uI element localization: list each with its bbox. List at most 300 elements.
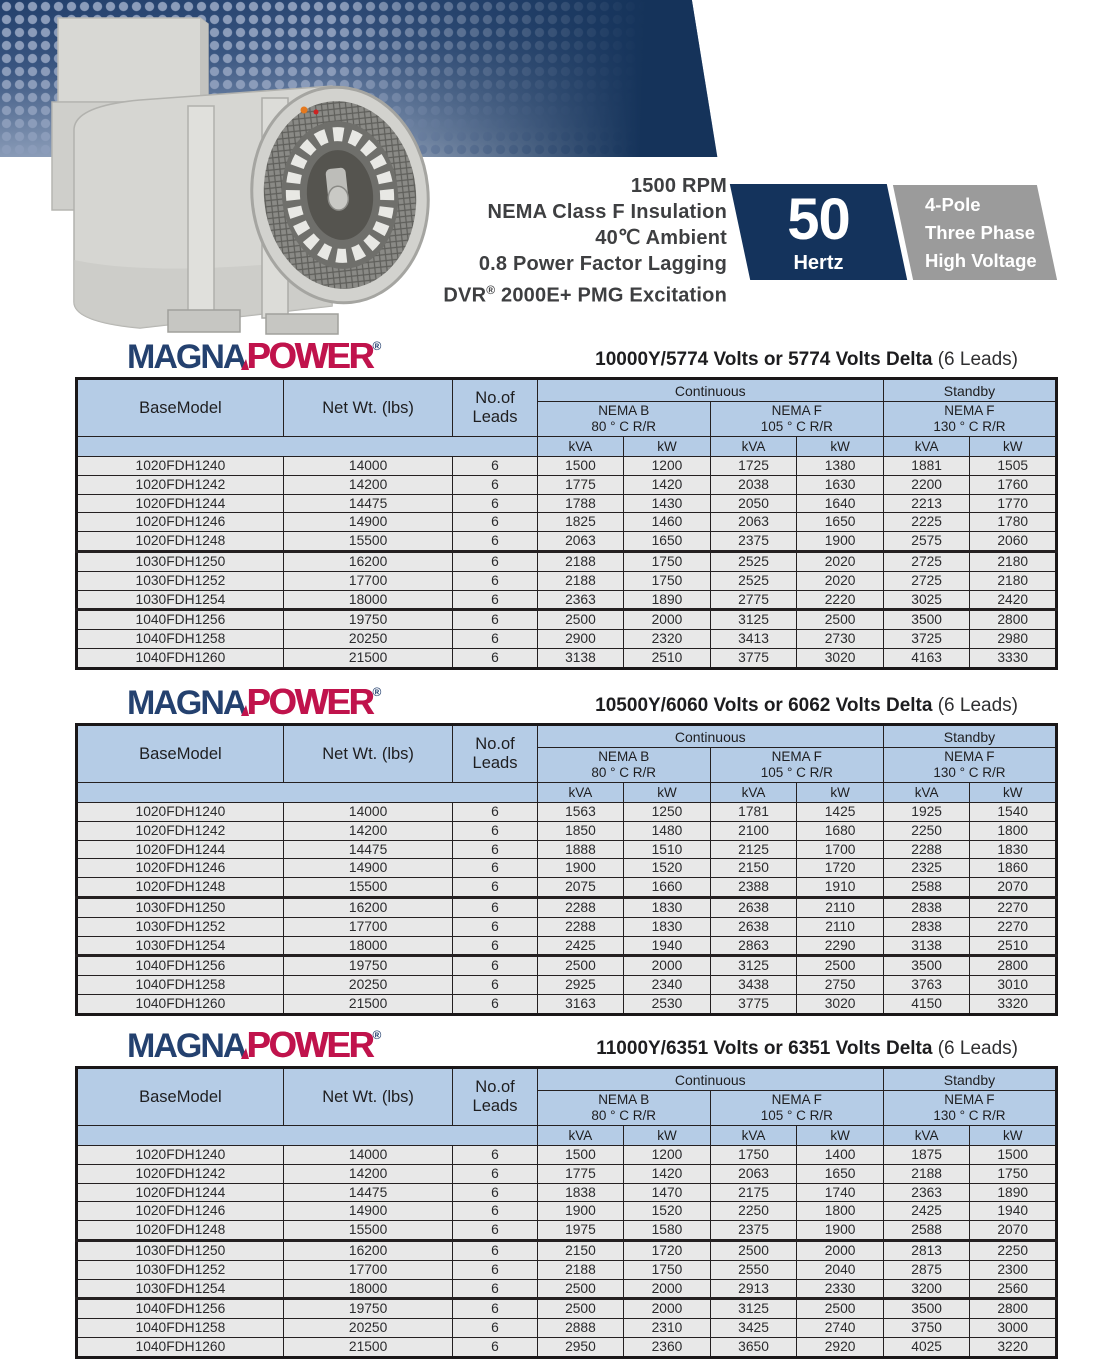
table-row	[77, 897, 1057, 917]
table-row	[77, 1183, 1057, 1202]
cell: 1940	[970, 1202, 1057, 1221]
cell: 21500	[283, 994, 453, 1014]
col-head-nema-b: NEMA B 80 ° C R/R	[537, 402, 710, 437]
cell: 2510	[970, 936, 1057, 956]
cell: 1500	[537, 457, 624, 476]
table-row	[77, 1319, 1057, 1338]
cell: 3138	[537, 648, 624, 668]
blank-head-cell	[77, 783, 538, 803]
table-row	[77, 590, 1057, 610]
cell: 6	[453, 630, 537, 649]
cell: 2188	[537, 571, 624, 590]
cell: 3330	[970, 648, 1057, 668]
spec-line: NEMA Class F Insulation	[487, 201, 727, 223]
cell: 6	[453, 610, 537, 630]
cell: 1020FDH1242	[77, 1164, 284, 1183]
cell: 1725	[710, 457, 797, 476]
col-head-continuous: Continuous	[537, 379, 883, 402]
cell: 1900	[797, 1221, 884, 1241]
cell: 6	[453, 1240, 537, 1260]
cell: 2800	[970, 956, 1057, 976]
cell: 6	[453, 936, 537, 956]
cell: 1020FDH1248	[77, 878, 284, 898]
cell: 2310	[624, 1319, 711, 1338]
cell: 2040	[797, 1260, 884, 1279]
cell: 1788	[537, 494, 624, 513]
cell: 14475	[283, 1183, 453, 1202]
cell: 2175	[710, 1183, 797, 1202]
table-row	[77, 513, 1057, 532]
table-row	[77, 821, 1057, 840]
cell: 6	[453, 878, 537, 898]
cell: 14475	[283, 494, 453, 513]
cell: 2730	[797, 630, 884, 649]
cell: 1881	[883, 457, 970, 476]
table-row	[77, 956, 1057, 976]
cell: 1540	[970, 803, 1057, 822]
cell: 1040FDH1258	[77, 630, 284, 649]
col-head-nema-f: NEMA F 105 ° C R/R	[710, 402, 883, 437]
table-row	[77, 1279, 1057, 1299]
ratings-table	[75, 1066, 1058, 1359]
col-head-leads: No.of Leads	[453, 1068, 537, 1126]
cell: 3125	[710, 610, 797, 630]
cell: 1720	[624, 1240, 711, 1260]
cell: 1640	[797, 494, 884, 513]
cell: 6	[453, 551, 537, 571]
cell: 6	[453, 956, 537, 976]
col-head-kva: kVA	[710, 783, 797, 803]
table-row	[77, 1240, 1057, 1260]
cell: 2000	[624, 610, 711, 630]
registered-mark: ®	[372, 685, 382, 699]
col-head-basemodel: BaseModel	[77, 379, 284, 437]
cell: 2500	[797, 610, 884, 630]
cell: 2525	[710, 571, 797, 590]
cell: 3220	[970, 1337, 1057, 1357]
table-row	[77, 630, 1057, 649]
cell: 2125	[710, 840, 797, 859]
blank-head-cell	[77, 437, 538, 457]
cell: 1750	[624, 551, 711, 571]
cell: 2000	[797, 1240, 884, 1260]
pole-line: 4-Pole	[925, 193, 981, 215]
frequency-unit: Hertz	[793, 251, 844, 274]
cell: 1660	[624, 878, 711, 898]
cell: 2360	[624, 1337, 711, 1357]
cell: 1520	[624, 859, 711, 878]
cell: 1720	[797, 859, 884, 878]
cell: 2775	[710, 590, 797, 610]
ratings-table	[75, 723, 1058, 1016]
cell: 6	[453, 1299, 537, 1319]
cell: 2575	[883, 532, 970, 552]
cell: 2100	[710, 821, 797, 840]
cell: 14200	[283, 475, 453, 494]
cell: 1020FDH1242	[77, 475, 284, 494]
cell: 6	[453, 1319, 537, 1338]
col-head-netwt: Net Wt. (lbs)	[283, 725, 453, 783]
cell: 21500	[283, 1337, 453, 1357]
col-head-kva: kVA	[710, 437, 797, 457]
cell: 6	[453, 1183, 537, 1202]
col-head-basemodel: BaseModel	[77, 725, 284, 783]
cell: 20250	[283, 630, 453, 649]
cell: 6	[453, 513, 537, 532]
cell: 2425	[537, 936, 624, 956]
col-head-continuous: Continuous	[537, 725, 883, 748]
col-head-standby: Standby	[883, 1068, 1056, 1091]
col-head-nema-f: NEMA F 105 ° C R/R	[710, 1091, 883, 1126]
cell: 2075	[537, 878, 624, 898]
cell: 2250	[970, 1240, 1057, 1260]
cell: 1040FDH1256	[77, 610, 284, 630]
cell: 14200	[283, 1164, 453, 1183]
col-head-kva: kVA	[537, 437, 624, 457]
cell: 2375	[710, 1221, 797, 1241]
registered-mark: ®	[372, 339, 382, 353]
cell: 1850	[537, 821, 624, 840]
table-row	[77, 532, 1057, 552]
cell: 2188	[537, 1260, 624, 1279]
cell: 2750	[797, 976, 884, 995]
cell: 2288	[537, 897, 624, 917]
cell: 2213	[883, 494, 970, 513]
cell: 1460	[624, 513, 711, 532]
col-head-nema-f-standby: NEMA F 130 ° C R/R	[883, 748, 1056, 783]
cell: 1020FDH1246	[77, 859, 284, 878]
cell: 2325	[883, 859, 970, 878]
cell: 1020FDH1248	[77, 532, 284, 552]
spec-line: 1500 RPM	[630, 175, 727, 197]
cell: 3125	[710, 1299, 797, 1319]
table-title: 11000Y/6351 Volts or 6351 Volts Delta (6 Leads)	[596, 1038, 1018, 1059]
col-head-netwt: Net Wt. (lbs)	[283, 379, 453, 437]
frequency-value: 50	[787, 186, 850, 252]
cell: 2060	[970, 532, 1057, 552]
col-head-kva: kVA	[537, 783, 624, 803]
table-row	[77, 1164, 1057, 1183]
col-head-nema-f-standby: NEMA F 130 ° C R/R	[883, 402, 1056, 437]
cell: 2250	[883, 821, 970, 840]
table-row	[77, 936, 1057, 956]
cell: 2150	[710, 859, 797, 878]
cell: 1760	[970, 475, 1057, 494]
col-head-kva: kVA	[883, 783, 970, 803]
cell: 2180	[970, 571, 1057, 590]
cell: 18000	[283, 936, 453, 956]
cell: 1030FDH1254	[77, 1279, 284, 1299]
cell: 1030FDH1250	[77, 551, 284, 571]
ratings-table	[75, 377, 1058, 670]
cell: 18000	[283, 590, 453, 610]
cell: 2500	[537, 1299, 624, 1319]
cell: 3020	[797, 994, 884, 1014]
cell: 2863	[710, 936, 797, 956]
cell: 2530	[624, 994, 711, 1014]
magnapower-logo: MAGNAPOWER®	[127, 1024, 382, 1065]
col-head-nema-b: NEMA B 80 ° C R/R	[537, 748, 710, 783]
cell: 1040FDH1260	[77, 994, 284, 1014]
cell: 2250	[710, 1202, 797, 1221]
cell: 1775	[537, 475, 624, 494]
cell: 1425	[797, 803, 884, 822]
col-head-kw: kW	[970, 1126, 1057, 1146]
cell: 6	[453, 475, 537, 494]
cell: 2270	[970, 897, 1057, 917]
cell: 2500	[537, 1279, 624, 1299]
col-head-nema-f: NEMA F 105 ° C R/R	[710, 748, 883, 783]
col-head-standby: Standby	[883, 379, 1056, 402]
table-row	[77, 1337, 1057, 1357]
cell: 6	[453, 457, 537, 476]
cell: 1750	[970, 1164, 1057, 1183]
col-head-kw: kW	[624, 1126, 711, 1146]
cell: 2813	[883, 1240, 970, 1260]
cell: 2020	[797, 551, 884, 571]
cell: 2838	[883, 897, 970, 917]
cell: 3025	[883, 590, 970, 610]
cell: 1020FDH1248	[77, 1221, 284, 1241]
cell: 6	[453, 1221, 537, 1241]
table-title: 10000Y/5774 Volts or 5774 Volts Delta (6 Leads)	[595, 349, 1018, 370]
cell: 1020FDH1242	[77, 821, 284, 840]
cell: 2200	[883, 475, 970, 494]
cell: 2363	[537, 590, 624, 610]
cell: 1030FDH1254	[77, 936, 284, 956]
table-row	[77, 494, 1057, 513]
cell: 1830	[624, 917, 711, 936]
cell: 19750	[283, 956, 453, 976]
cell: 2188	[537, 551, 624, 571]
cell: 2510	[624, 648, 711, 668]
cell: 1860	[970, 859, 1057, 878]
table-row	[77, 1221, 1057, 1241]
cell: 1020FDH1246	[77, 1202, 284, 1221]
cell: 4025	[883, 1337, 970, 1357]
col-head-nema-b: NEMA B 80 ° C R/R	[537, 1091, 710, 1126]
table-row	[77, 475, 1057, 494]
cell: 19750	[283, 1299, 453, 1319]
cell: 19750	[283, 610, 453, 630]
cell: 17700	[283, 917, 453, 936]
cell: 2500	[797, 956, 884, 976]
cell: 2560	[970, 1279, 1057, 1299]
cell: 2110	[797, 917, 884, 936]
cell: 2588	[883, 1221, 970, 1241]
cell: 1940	[624, 936, 711, 956]
cell: 1650	[797, 1164, 884, 1183]
table-row	[77, 610, 1057, 630]
cell: 4150	[883, 994, 970, 1014]
col-head-kva: kVA	[883, 437, 970, 457]
cell: 14000	[283, 803, 453, 822]
cell: 1030FDH1252	[77, 1260, 284, 1279]
cell: 1020FDH1240	[77, 457, 284, 476]
cell: 2300	[970, 1260, 1057, 1279]
table-row	[77, 648, 1057, 668]
cell: 1030FDH1250	[77, 1240, 284, 1260]
col-head-kva: kVA	[883, 1126, 970, 1146]
cell: 1250	[624, 803, 711, 822]
cell: 3163	[537, 994, 624, 1014]
col-head-leads: No.of Leads	[453, 725, 537, 783]
cell: 2425	[883, 1202, 970, 1221]
cell: 1750	[624, 571, 711, 590]
cell: 1430	[624, 494, 711, 513]
cell: 16200	[283, 897, 453, 917]
cell: 1900	[797, 532, 884, 552]
cell: 6	[453, 532, 537, 552]
cell: 2725	[883, 551, 970, 571]
cell: 1875	[883, 1146, 970, 1165]
cell: 6	[453, 571, 537, 590]
cell: 3000	[970, 1319, 1057, 1338]
pole-line: Three Phase	[925, 221, 1036, 243]
cell: 6	[453, 1279, 537, 1299]
cell: 1380	[797, 457, 884, 476]
cell: 1020FDH1244	[77, 494, 284, 513]
cell: 1838	[537, 1183, 624, 1202]
cell: 2913	[710, 1279, 797, 1299]
cell: 6	[453, 917, 537, 936]
cell: 1700	[797, 840, 884, 859]
cell: 18000	[283, 1279, 453, 1299]
cell: 3775	[710, 994, 797, 1014]
table-row	[77, 994, 1057, 1014]
cell: 1680	[797, 821, 884, 840]
cell: 1890	[970, 1183, 1057, 1202]
cell: 1040FDH1258	[77, 1319, 284, 1338]
cell: 3138	[883, 936, 970, 956]
cell: 6	[453, 976, 537, 995]
col-head-leads: No.of Leads	[453, 379, 537, 437]
cell: 1020FDH1240	[77, 803, 284, 822]
cell: 6	[453, 494, 537, 513]
cell: 1020FDH1244	[77, 1183, 284, 1202]
cell: 1040FDH1260	[77, 648, 284, 668]
cell: 1750	[710, 1146, 797, 1165]
cell: 2180	[970, 551, 1057, 571]
cell: 3500	[883, 610, 970, 630]
col-head-kw: kW	[797, 437, 884, 457]
registered-mark: ®	[372, 1028, 382, 1042]
cell: 14900	[283, 513, 453, 532]
cell: 1040FDH1258	[77, 976, 284, 995]
cell: 6	[453, 1146, 537, 1165]
cell: 3500	[883, 1299, 970, 1319]
cell: 16200	[283, 1240, 453, 1260]
col-head-kva: kVA	[710, 1126, 797, 1146]
cell: 1781	[710, 803, 797, 822]
cell: 1480	[624, 821, 711, 840]
cell: 2588	[883, 878, 970, 898]
col-head-nema-f-standby: NEMA F 130 ° C R/R	[883, 1091, 1056, 1126]
registered-mark: ®	[486, 283, 496, 297]
cell: 1888	[537, 840, 624, 859]
cell: 2388	[710, 878, 797, 898]
cell: 6	[453, 1337, 537, 1357]
cell: 2900	[537, 630, 624, 649]
cell: 21500	[283, 648, 453, 668]
cell: 4163	[883, 648, 970, 668]
cell: 1030FDH1252	[77, 917, 284, 936]
cell: 2070	[970, 878, 1057, 898]
table-title: 10500Y/6060 Volts or 6062 Volts Delta (6 Leads)	[595, 695, 1018, 716]
cell: 6	[453, 840, 537, 859]
cell: 1825	[537, 513, 624, 532]
cell: 3413	[710, 630, 797, 649]
cell: 2925	[537, 976, 624, 995]
cell: 14900	[283, 1202, 453, 1221]
cell: 1500	[970, 1146, 1057, 1165]
cell: 6	[453, 994, 537, 1014]
cell: 1030FDH1250	[77, 897, 284, 917]
col-head-kw: kW	[797, 1126, 884, 1146]
cell: 2290	[797, 936, 884, 956]
cell: 2500	[710, 1240, 797, 1260]
magnapower-logo: MAGNAPOWER®	[127, 681, 382, 722]
cell: 16200	[283, 551, 453, 571]
cell: 6	[453, 1260, 537, 1279]
cell: 2875	[883, 1260, 970, 1279]
cell: 2000	[624, 956, 711, 976]
cell: 3010	[970, 976, 1057, 995]
cell: 1750	[624, 1260, 711, 1279]
table-row	[77, 878, 1057, 898]
cell: 1020FDH1246	[77, 513, 284, 532]
cell: 2740	[797, 1319, 884, 1338]
cell: 1740	[797, 1183, 884, 1202]
cell: 2500	[537, 610, 624, 630]
cell: 14475	[283, 840, 453, 859]
cell: 2220	[797, 590, 884, 610]
col-head-kw: kW	[624, 437, 711, 457]
table-section-10500y	[75, 679, 1058, 1016]
table-row	[77, 1202, 1057, 1221]
col-head-kw: kW	[624, 783, 711, 803]
cell: 6	[453, 648, 537, 668]
cell: 20250	[283, 976, 453, 995]
cell: 2725	[883, 571, 970, 590]
cell: 2070	[970, 1221, 1057, 1241]
cell: 6	[453, 803, 537, 822]
col-head-kva: kVA	[537, 1126, 624, 1146]
cell: 1500	[537, 1146, 624, 1165]
cell: 2800	[970, 610, 1057, 630]
col-head-basemodel: BaseModel	[77, 1068, 284, 1126]
cell: 15500	[283, 1221, 453, 1241]
spec-line: 0.8 Power Factor Lagging	[478, 253, 727, 275]
cell: 15500	[283, 532, 453, 552]
cell: 2888	[537, 1319, 624, 1338]
cell: 2838	[883, 917, 970, 936]
cell: 2225	[883, 513, 970, 532]
cell: 1580	[624, 1221, 711, 1241]
table-row	[77, 1299, 1057, 1319]
cell: 14200	[283, 821, 453, 840]
cell: 2288	[537, 917, 624, 936]
cell: 14000	[283, 1146, 453, 1165]
cell: 1563	[537, 803, 624, 822]
cell: 3650	[710, 1337, 797, 1357]
cell: 3438	[710, 976, 797, 995]
cell: 3125	[710, 956, 797, 976]
pole-line: High Voltage	[925, 249, 1037, 271]
cell: 1420	[624, 475, 711, 494]
cell: 6	[453, 1164, 537, 1183]
cell: 2050	[710, 494, 797, 513]
